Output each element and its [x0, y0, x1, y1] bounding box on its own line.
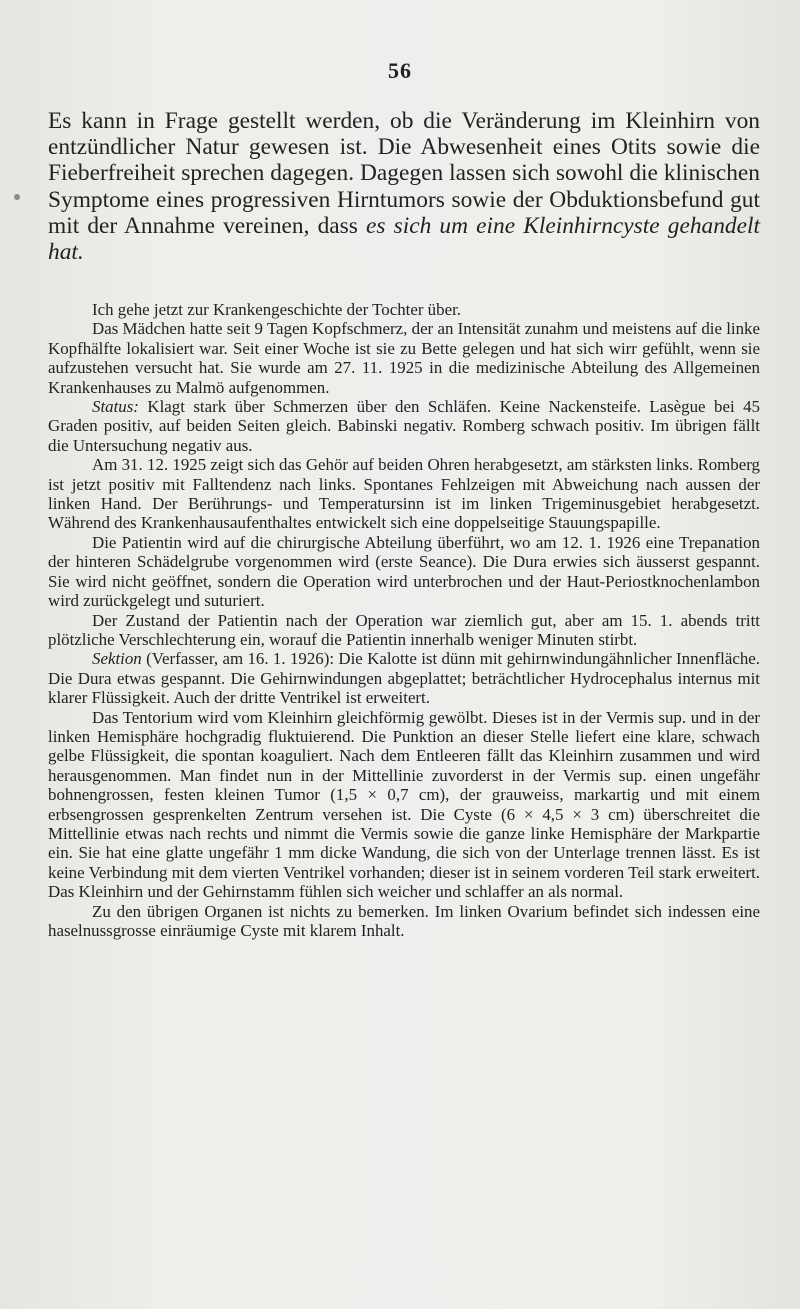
paragraph-sektion: Sektion (Verfasser, am 16. 1. 1926): Die Kalotte ist dünn mit gehirnwindungähnlicher Innenfläche. Die Dura etwas gespannt. Die Gehirnwindungen abgeplattet; beträchtlicher Hydrocephalus internus mit klarer Flüssigkeit. Auch der dritte Ventrikel ist erweitert.: [48, 649, 760, 708]
paragraph-9: Zu den übrigen Organen ist nichts zu bemerken. Im linken Ovarium befindet sich indessen eine haselnussgrosse einräumige Cyste mit klarem Inhalt.: [48, 901, 760, 940]
paragraph-status: Status: Klagt stark über Schmerzen über den Schläfen. Keine Nackensteife. Lasègue bei 45 Graden positiv, auf beiden Seiten gleich. Babinski negativ. Romberg schwach positiv. Im übrigen fällt die Untersuchung negativ aus.: [48, 397, 760, 455]
paragraph-5: Die Patientin wird auf die chirurgische Abteilung überführt, wo am 12. 1. 1926 eine Trepanation der hinteren Schädelgrube vorgenommen wird (erste Seance). Die Dura erwies sich äusserst gespannt. Sie wird nicht geöffnet, sondern die Operation wird unterbrochen und der Haut-Periostknochenlambon wird zurückgelegt und suturiert.: [48, 532, 760, 611]
paragraph-4: Am 31. 12. 1925 zeigt sich das Gehör auf beiden Ohren herabgesetzt, am stärksten links. Romberg ist jetzt positiv mit Falltendenz nach links. Spontanes Fehlzeigen mit Abweichung nach aussen der linken Hand. Der Berührungs- und Temperatursinn ist im linken Trigeminusgebiet herabgesetzt. Während des Krankenhausaufenthaltes entwickelt sich eine doppelseitige Stauungspapille.: [48, 455, 760, 533]
intro-italic-conclusion: es sich um eine Kleinhirncyste gehandelt hat.: [48, 212, 760, 266]
paragraph-1: Ich gehe jetzt zur Krankengeschichte der Tochter über.: [92, 300, 461, 319]
page-number: 56: [388, 58, 412, 83]
case-history-body: [48, 300, 760, 940]
intro-text: Es kann in Frage gestellt werden, ob die Veränderung im Kleinhirn von entzündlicher Natur gewesen ist. Die Abwesenheit eines Otits sowie die Fieberfreiheit sprechen dagegen. Dagegen lassen sich sowohl die klinischen Symptome eines progressiven Hirntumors sowie der Obduktionsbefund gut mit der Annahme vereinen, dass: [48, 108, 760, 239]
paragraph-2: Das Mädchen hatte seit 9 Tagen Kopfschmerz, der an Intensität zunahm und meistens auf die linke Kopfhälfte lokalisiert war. Seit einer Woche ist sie zu Bette gelegen und hat sich wirr gefühlt, wenn sie aufzustehen versucht hat. Sie wurde am 27. 11. 1925 in die medizinische Abteilung des Allgemeinen Krankenhauses zu Malmö aufgenommen.: [48, 319, 760, 397]
paragraph-8: Das Tentorium wird vom Kleinhirn gleichförmig gewölbt. Dieses ist in der Vermis sup. und in der linken Hemisphäre hochgradig fluktuierend. Die Punktion an dieser Stelle liefert eine klare, schwach gelbe Flüssigkeit, die spontan koaguliert. Nach dem Entleeren fällt das Kleinhirn zusammen und wird herausgenommen. Man findet nun in der Mittellinie zuvorderst in der Vermis sup. einen ungefähr bohnengrossen, festen kleinen Tumor (1,5 × 0,7 cm), der grauweiss, markartig und mit einem erbsengrossen gesprenkelten Zentrum versehen ist. Die Cyste (6 × 4,5 × 3 cm) überschreitet die Mittellinie etwas nach rechts und nimmt die Vermis sowie die ganze linke Hemisphäre der Markpartie ein. Sie hat eine glatte ungefähr 1 mm dicke Wandung, die sich von der Unterlage trennen lässt. Es ist keine Verbindung mit dem vierten Ventrikel vorhanden; dieser ist in seinem vorderen Teil stark erweitert. Das Kleinhirn und der Gehirnstamm fühlen sich weicher und schlaffer an als normal.: [48, 707, 760, 902]
scan-speck: [14, 194, 20, 200]
intro-paragraph: [48, 108, 760, 265]
paragraph-6: Der Zustand der Patientin nach der Operation war ziemlich gut, aber am 15. 1. abends tritt plötzliche Verschlechterung ein, worauf die Patientin innerhalb weniger Minuten stirbt.: [48, 610, 760, 649]
